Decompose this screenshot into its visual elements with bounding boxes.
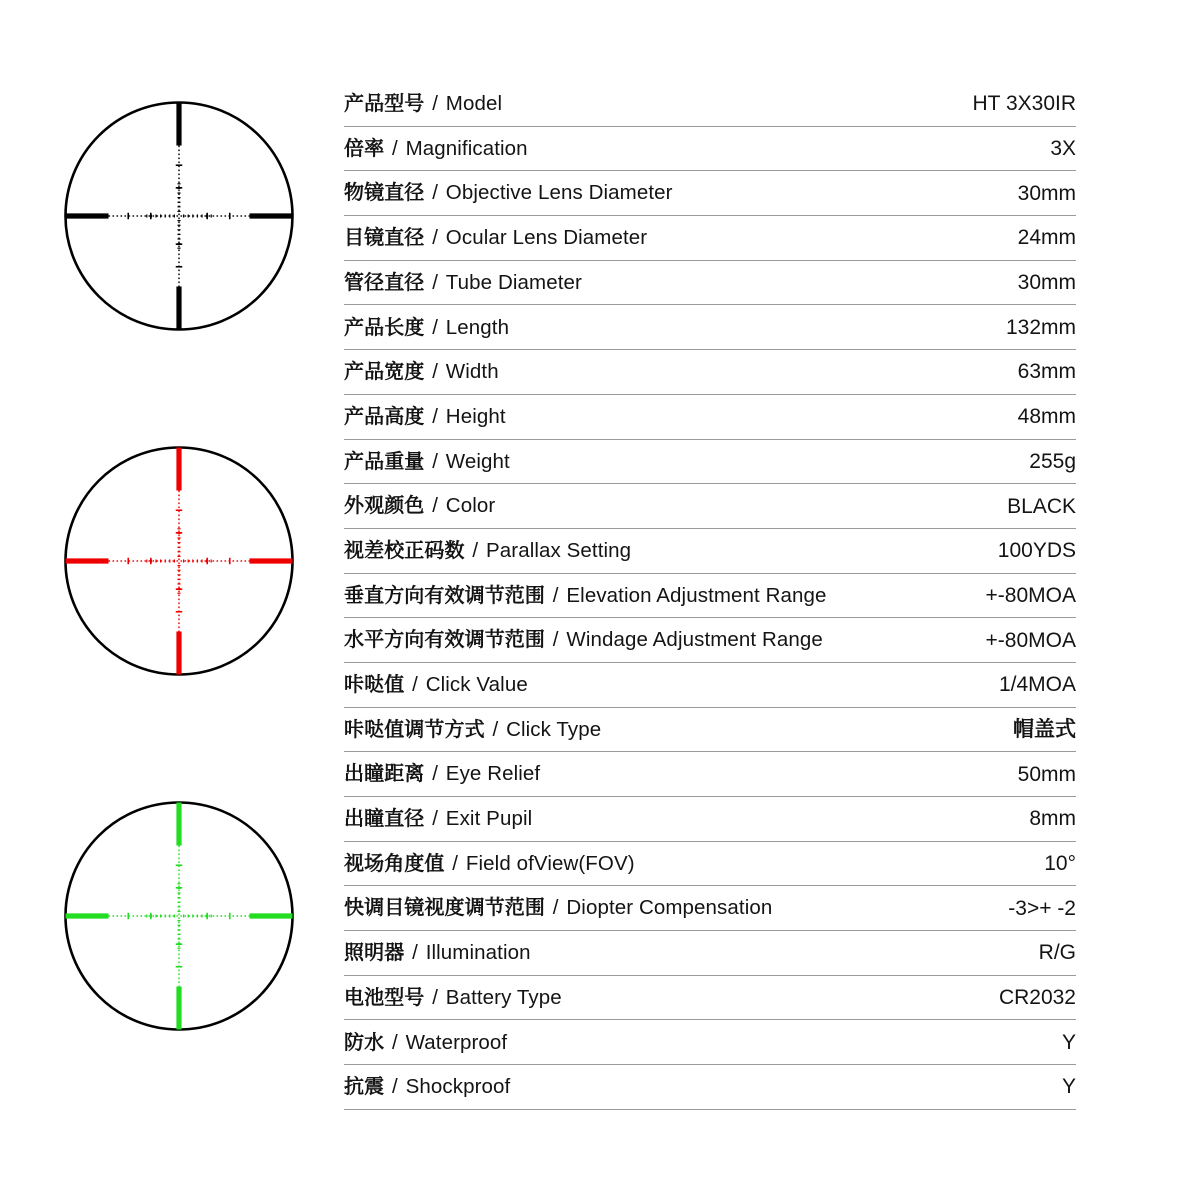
spec-label-en: Diopter Compensation [566,896,773,920]
spec-label-cn: 视场角度值 [344,850,445,875]
spec-label-cn: 抗震 [344,1074,385,1099]
spec-label-cn: 出瞳距离 [344,761,425,786]
spec-row [344,976,1076,1021]
spec-label-separator: / [392,1075,398,1099]
spec-row [344,529,1076,574]
spec-label-separator: / [432,807,438,831]
spec-label-en: Eye Relief [445,762,541,786]
spec-row [344,350,1076,395]
spec-label-en: Click Value [425,673,528,697]
reticle-diagram-red [64,446,294,676]
spec-label-en: Exit Pupil [445,807,533,831]
spec-label-en: Waterproof [405,1030,508,1054]
spec-label-separator: / [412,941,418,965]
spec-label-en: Field ofView(FOV) [465,851,635,875]
spec-row [344,395,1076,440]
spec-label-cn: 咔哒值 [344,672,405,697]
spec-label [344,182,673,204]
spec-value: 30mm [1017,181,1076,205]
spec-label-cn: 出瞳直径 [344,806,425,831]
spec-value: 132mm [1005,315,1076,339]
spec-label-cn: 视差校正码数 [344,537,465,562]
spec-value: 63mm [1017,360,1076,384]
spec-row [344,797,1076,842]
spec-value: 3X [1050,137,1076,161]
spec-label-cn: 产品长度 [344,314,425,339]
spec-label-en: Click Type [506,717,602,741]
spec-value: R/G [1038,941,1076,965]
spec-row [344,1065,1076,1110]
spec-value: 帽盖式 [1013,716,1076,741]
spec-label-separator: / [552,583,559,607]
spec-label [344,135,528,160]
spec-label [344,1076,510,1098]
spec-label-en: Weight [445,449,510,473]
spec-label-separator: / [452,851,459,875]
spec-row [344,752,1076,797]
spec-row [344,127,1076,172]
spec-label-cn: 倍率 [344,135,385,160]
spec-label-separator: / [432,226,438,250]
spec-label [344,716,602,741]
spec-row [344,842,1076,887]
spec-value: 48mm [1017,405,1076,429]
reticle-diagram-column [0,0,330,1200]
spec-label [344,403,506,428]
spec-label [344,314,510,339]
spec-label-separator: / [552,896,559,920]
spec-label-separator: / [412,673,418,697]
spec-value: 1/4MOA [998,673,1076,697]
spec-row [344,440,1076,485]
spec-label-separator: / [432,315,438,339]
spec-row [344,1020,1076,1065]
spec-label [344,582,827,607]
reticle-diagram-green [64,801,294,1031]
spec-value: 50mm [1017,762,1076,786]
spec-value: 100YDS [997,539,1076,563]
spec-label [344,897,772,919]
spec-label-cn: 电池型号 [344,984,425,1009]
spec-value: -3>+ -2 [1008,896,1076,920]
spec-value: HT 3X30IR [972,92,1076,116]
spec-label-separator: / [432,449,438,473]
spec-label [344,269,582,294]
reticle-tick-marks [128,865,230,967]
spec-label-en: Windage Adjustment Range [566,628,823,652]
reticle-green-svg [64,801,294,1031]
spec-label-separator: / [432,404,438,428]
spec-label-cn: 垂直方向有效调节范围 [344,582,545,607]
spec-label [344,674,528,696]
spec-label-separator: / [432,494,438,518]
spec-label-separator: / [432,985,438,1009]
spec-label-cn: 产品重量 [344,448,425,473]
spec-value: CR2032 [998,986,1076,1010]
spec-value: 30mm [1017,271,1076,295]
spec-row [344,261,1076,306]
spec-value: 8mm [1029,807,1076,831]
spec-label-separator: / [432,762,438,786]
spec-label [344,763,540,785]
spec-value: 10° [1044,852,1076,876]
spec-label-en: Magnification [405,136,528,160]
spec-label-cn: 产品高度 [344,403,425,428]
spec-label [344,1029,508,1054]
spec-row [344,171,1076,216]
spec-label [344,984,562,1009]
spec-label-en: Ocular Lens Diameter [445,226,648,250]
reticle-fine-crosshair [109,146,250,287]
spec-label-cn: 目镜直径 [344,225,425,250]
spec-label-en: Objective Lens Diameter [445,181,673,205]
spec-row [344,931,1076,976]
spec-label-cn: 外观颜色 [344,493,425,518]
spec-label-cn: 水平方向有效调节范围 [344,627,545,652]
spec-label-en: Height [445,404,506,428]
spec-value: +-80MOA [985,628,1076,652]
spec-row [344,663,1076,708]
spec-label-en: Shockproof [405,1075,511,1099]
spec-label-en: Parallax Setting [486,538,632,562]
spec-row [344,305,1076,350]
spec-label [344,361,499,383]
spec-label-separator: / [392,1030,398,1054]
spec-label-en: Model [445,92,503,116]
reticle-fine-crosshair [109,491,250,632]
spec-label [344,93,502,115]
spec-label-en: Battery Type [445,985,562,1009]
spec-value: Y [1061,1075,1076,1099]
spec-label-en: Elevation Adjustment Range [566,583,827,607]
spec-label-separator: / [552,628,559,652]
spec-label-cn: 照明器 [344,940,405,965]
spec-label-cn: 产品型号 [344,91,425,116]
reticle-diagram-black [64,101,294,331]
spec-label-en: Length [445,315,510,339]
spec-label [344,942,531,964]
spec-label-separator: / [492,717,499,741]
spec-row [344,708,1076,753]
spec-label-cn: 管径直径 [344,269,425,294]
spec-value: Y [1061,1030,1076,1054]
spec-label-en: Color [445,494,496,518]
reticle-red-svg [64,446,294,676]
spec-value: +-80MOA [985,583,1076,607]
spec-label-separator: / [432,360,438,384]
spec-row [344,216,1076,261]
spec-label [344,227,647,249]
reticle-tick-marks [128,165,230,267]
spec-value: 24mm [1017,226,1076,250]
reticle-tick-marks [128,510,230,612]
spec-label [344,629,823,651]
spec-label-en: Tube Diameter [445,270,582,294]
spec-label-separator: / [392,136,398,160]
spec-label-cn: 快调目镜视度调节范围 [344,895,545,920]
spec-label [344,850,635,875]
spec-label [344,495,495,517]
spec-row [344,886,1076,931]
spec-label-en: Width [445,360,499,384]
spec-label [344,448,510,473]
spec-label-separator: / [472,538,479,562]
specification-table [344,82,1076,1110]
reticle-black-svg [64,101,294,331]
spec-label-cn: 产品宽度 [344,359,425,384]
spec-label-separator: / [432,181,438,205]
spec-label-cn: 咔哒值调节方式 [344,716,485,741]
spec-label-separator: / [432,270,438,294]
spec-row [344,484,1076,529]
spec-value: BLACK [1007,494,1076,518]
spec-value: 255g [1029,449,1076,473]
spec-row [344,618,1076,663]
spec-label-cn: 物镜直径 [344,180,425,205]
reticle-fine-crosshair [109,846,250,987]
spec-label [344,537,632,562]
spec-label-en: Illumination [425,941,531,965]
spec-label-cn: 防水 [344,1029,385,1054]
spec-label-separator: / [432,92,438,116]
spec-row [344,574,1076,619]
spec-label [344,808,532,830]
spec-row [344,82,1076,127]
